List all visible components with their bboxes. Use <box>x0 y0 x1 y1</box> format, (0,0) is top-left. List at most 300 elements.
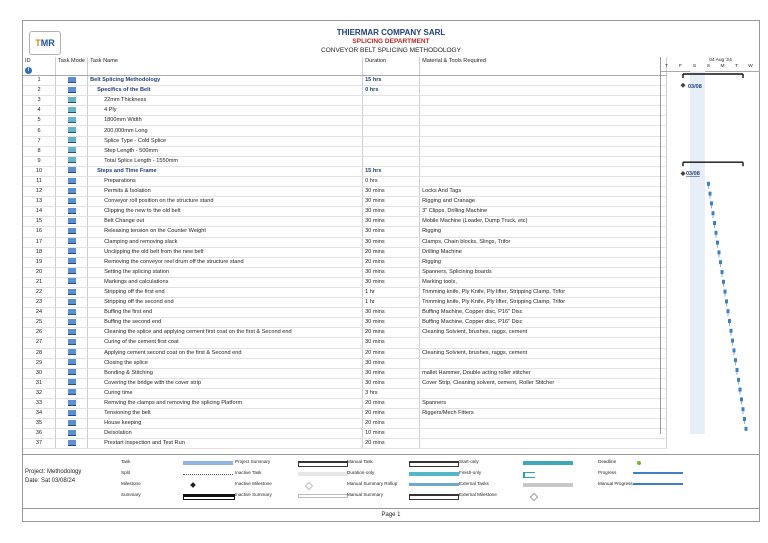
task-name: 200,000mm Long <box>88 126 363 136</box>
task-duration: 20 mins <box>363 348 420 358</box>
task-material <box>420 388 667 398</box>
task-id: 28 <box>23 348 56 358</box>
legend-label: Project Summary <box>235 459 271 464</box>
timescale-day: T <box>735 64 738 69</box>
task-name: Curing time <box>88 388 363 398</box>
table-row[interactable] <box>23 106 667 116</box>
task-bar <box>733 348 736 352</box>
task-mode-cell <box>56 166 88 176</box>
auto-scheduled-icon <box>68 137 76 143</box>
task-id: 20 <box>23 267 56 277</box>
gantt-print-page <box>22 20 760 522</box>
task-material: Buffing Machine, Copper disc, P16" Disc <box>420 318 667 328</box>
table-row[interactable] <box>23 318 667 328</box>
timescale-day: S <box>692 64 697 69</box>
table-row[interactable] <box>23 126 667 136</box>
task-id: 15 <box>23 217 56 227</box>
manual-scheduled-icon <box>68 248 76 254</box>
task-id: 18 <box>23 247 56 257</box>
manual-scheduled-icon <box>68 400 76 406</box>
task-material <box>420 136 667 146</box>
task-material: Riggers/Mech Fitters <box>420 409 667 419</box>
task-mode-cell <box>56 237 88 247</box>
task-duration: 1 hr <box>363 287 420 297</box>
task-bar <box>722 280 725 284</box>
manual-scheduled-icon <box>68 198 76 204</box>
manual-scheduled-icon <box>68 218 76 224</box>
auto-scheduled-icon <box>68 127 76 133</box>
task-mode-cell <box>56 176 88 186</box>
task-name: House keeping <box>88 419 363 429</box>
task-duration: 30 mins <box>363 227 420 237</box>
task-id: 11 <box>23 176 56 186</box>
task-material <box>420 76 667 86</box>
timescale-day: M <box>720 64 725 69</box>
task-mode-cell <box>56 76 88 86</box>
task-duration: 3 hrs <box>363 388 420 398</box>
task-duration: 30 mins <box>363 237 420 247</box>
task-id: 14 <box>23 207 56 217</box>
task-bar <box>725 299 728 303</box>
task-mode-cell <box>56 277 88 287</box>
task-duration: 20 mins <box>363 419 420 429</box>
task-bar <box>724 290 727 294</box>
col-material-header: Material & Tools Required <box>420 57 667 76</box>
company-name: THIERMAR COMPANY SARL <box>336 28 446 37</box>
task-name: Buffing the first end <box>88 308 363 318</box>
task-mode-cell <box>56 227 88 237</box>
legend-label: Task <box>121 459 131 464</box>
table-row[interactable] <box>23 378 667 388</box>
task-bar <box>715 231 718 235</box>
task-duration: 30 mins <box>363 308 420 318</box>
task-mode-cell <box>56 318 88 328</box>
task-duration: 30 mins <box>363 197 420 207</box>
task-material <box>420 96 667 106</box>
table-row[interactable] <box>23 96 667 106</box>
task-bar <box>742 407 745 411</box>
task-mode-cell <box>56 368 88 378</box>
task-bar <box>734 358 737 362</box>
legend-label: Manual Summary <box>347 492 383 497</box>
task-name: Specifics of the Belt <box>88 86 363 96</box>
task-duration <box>363 156 420 166</box>
legend-label: Inactive Milestone <box>235 481 272 486</box>
legend-swatch <box>409 461 459 467</box>
task-id: 26 <box>23 328 56 338</box>
legend-swatch <box>530 493 538 501</box>
task-mode-cell <box>56 338 88 348</box>
table-row[interactable] <box>23 217 667 227</box>
task-material: Spanners, Splicining boards <box>420 267 667 277</box>
legend-swatch <box>298 472 348 476</box>
legend-swatch <box>523 461 573 465</box>
legend-swatch <box>633 483 683 485</box>
task-mode-cell <box>56 439 88 449</box>
task-duration: 30 mins <box>363 267 420 277</box>
task-mode-cell <box>56 348 88 358</box>
table-row[interactable] <box>23 439 667 449</box>
task-duration: 15 hrs <box>363 166 420 176</box>
task-name: Clipping the new to the old belt <box>88 207 363 217</box>
task-material: Cover Strip, Cleaning solvent, cement, Roller Stitcher <box>420 378 667 388</box>
gantt-chart <box>660 57 760 434</box>
col-mode-header: Task Mode <box>56 57 88 76</box>
task-duration: 30 mins <box>363 217 420 227</box>
task-id: 16 <box>23 227 56 237</box>
task-mode-cell <box>56 126 88 136</box>
task-duration <box>363 126 420 136</box>
table-row[interactable] <box>23 176 667 186</box>
task-duration: 30 mins <box>363 187 420 197</box>
auto-scheduled-icon <box>68 107 76 113</box>
task-name: Deisolation <box>88 429 363 439</box>
task-mode-cell <box>56 429 88 439</box>
task-duration <box>363 146 420 156</box>
legend-label: Inactive Summary <box>235 492 272 497</box>
task-name: Total Splice Length - 1550mm <box>88 156 363 166</box>
task-bar <box>710 201 713 205</box>
project-date: Date: Sat 03/08/24 <box>25 478 76 484</box>
task-id: 25 <box>23 318 56 328</box>
legend-swatch <box>409 472 459 476</box>
project-name: Project: Methodology <box>25 469 82 475</box>
manual-scheduled-icon <box>68 440 76 446</box>
table-row[interactable] <box>23 328 667 338</box>
task-id: 27 <box>23 338 56 348</box>
table-row[interactable] <box>23 277 667 287</box>
task-id: 12 <box>23 187 56 197</box>
task-mode-cell <box>56 156 88 166</box>
manual-scheduled-icon <box>68 430 76 436</box>
table-row[interactable] <box>23 146 667 156</box>
task-material <box>420 156 667 166</box>
table-row[interactable] <box>23 399 667 409</box>
task-mode-cell <box>56 328 88 338</box>
legend-label: Summary <box>121 492 141 497</box>
task-id: 37 <box>23 439 56 449</box>
table-row[interactable] <box>23 166 667 176</box>
task-material <box>420 146 667 156</box>
task-material: Cleaning Solvient, brushes, raggs, cement <box>420 328 667 338</box>
auto-scheduled-icon <box>68 147 76 153</box>
legend-label: Manual Summary Rollup <box>347 481 398 486</box>
task-mode-cell <box>56 399 88 409</box>
task-material: Rigging <box>420 227 667 237</box>
task-bar <box>727 309 730 313</box>
task-material: Trimming knife, Ply Knife, Ply lifter, Stripping Clamp, Trifor <box>420 287 667 297</box>
task-mode-cell <box>56 96 88 106</box>
task-duration: 20 mins <box>363 409 420 419</box>
task-id: 3 <box>23 96 56 106</box>
legend-swatch <box>633 472 683 474</box>
milestone-date-label-2: 03/08 <box>686 171 700 177</box>
table-row[interactable] <box>23 419 667 429</box>
legend-label: External Milestone <box>459 492 497 497</box>
legend-label: Inactive Task <box>235 470 262 475</box>
task-material <box>420 429 667 439</box>
task-name: Clamping and removing slack <box>88 237 363 247</box>
timescale-day: W <box>748 64 753 69</box>
task-material: 3" Clipps, Drilling Machine <box>420 207 667 217</box>
department-name: SPLICING DEPARTMENT <box>352 38 430 45</box>
task-id: 21 <box>23 277 56 287</box>
task-id: 29 <box>23 358 56 368</box>
company-logo: T MR <box>29 31 61 55</box>
table-row[interactable] <box>23 227 667 237</box>
task-id: 19 <box>23 257 56 267</box>
legend-swatch <box>409 494 459 500</box>
table-row[interactable] <box>23 409 667 419</box>
task-bar <box>737 378 740 382</box>
task-bar <box>707 182 710 186</box>
manual-scheduled-icon <box>68 87 76 93</box>
manual-scheduled-icon <box>68 319 76 325</box>
task-duration: 20 mins <box>363 399 420 409</box>
manual-scheduled-icon <box>68 369 76 375</box>
table-row[interactable] <box>23 86 667 96</box>
task-id: 4 <box>23 106 56 116</box>
task-name: Markings and calculations <box>88 277 363 287</box>
milestone-date-label: 03/08 <box>688 83 702 90</box>
task-name: Stripping off the second end <box>88 298 363 308</box>
task-name: Prestart inspection and Test Run <box>88 439 363 449</box>
table-row[interactable] <box>23 298 667 308</box>
task-id: 36 <box>23 429 56 439</box>
auto-scheduled-icon <box>68 157 76 163</box>
legend-swatch <box>305 482 313 490</box>
task-name: Steps and Time Frame <box>88 166 363 176</box>
table-row[interactable] <box>23 358 667 368</box>
task-material: Rigging <box>420 257 667 267</box>
task-id: 8 <box>23 146 56 156</box>
task-mode-cell <box>56 409 88 419</box>
manual-scheduled-icon <box>68 379 76 385</box>
manual-scheduled-icon <box>68 359 76 365</box>
task-duration: 30 mins <box>363 378 420 388</box>
table-row[interactable] <box>23 308 667 318</box>
task-bar <box>721 270 724 274</box>
task-id: 24 <box>23 308 56 318</box>
manual-scheduled-icon <box>68 77 76 83</box>
manual-scheduled-icon <box>68 228 76 234</box>
task-bar <box>712 211 715 215</box>
table-row[interactable] <box>23 338 667 348</box>
legend-swatch <box>409 483 459 486</box>
legend-swatch <box>183 461 233 465</box>
task-duration: 30 mins <box>363 358 420 368</box>
table-row[interactable] <box>23 247 667 257</box>
project-title: CONVEYOR BELT SPLICING METHODOLOGY <box>321 47 461 54</box>
table-row[interactable] <box>23 116 667 126</box>
task-material: Mobile Machine (Loader, Dump Truck, etc) <box>420 217 667 227</box>
task-bar <box>713 221 716 225</box>
legend-label: Deadline <box>598 459 617 464</box>
manual-scheduled-icon <box>68 299 76 305</box>
task-bar <box>718 250 721 254</box>
task-material: Trimming knife, Ply Knife, Ply lifter, Stripping Clamp, Trifor <box>420 298 667 308</box>
task-id: 30 <box>23 368 56 378</box>
task-bar <box>743 417 746 421</box>
table-row[interactable] <box>23 257 667 267</box>
timescale-header <box>661 57 760 72</box>
task-material: Buffing Machine, Copper disc, P16" Disc <box>420 308 667 318</box>
table-row[interactable] <box>23 136 667 146</box>
manual-scheduled-icon <box>68 238 76 244</box>
task-mode-cell <box>56 388 88 398</box>
table-row[interactable] <box>23 187 667 197</box>
manual-scheduled-icon <box>68 349 76 355</box>
task-material <box>420 338 667 348</box>
week-label: 04 Aug '24 <box>709 58 732 63</box>
task-id: 5 <box>23 116 56 126</box>
auto-scheduled-icon <box>68 117 76 123</box>
table-row[interactable] <box>23 267 667 277</box>
task-id: 22 <box>23 287 56 297</box>
task-mode-cell <box>56 146 88 156</box>
task-material <box>420 116 667 126</box>
report-header <box>23 28 759 55</box>
task-name: Covering the bridge with the cover strip <box>88 378 363 388</box>
task-mode-cell <box>56 217 88 227</box>
task-id: 31 <box>23 378 56 388</box>
task-duration: 20 mins <box>363 257 420 267</box>
task-name: Removing the conveyor reel drum off the structure stand <box>88 257 363 267</box>
task-name: Remving the clamps and removing the splicing Platform <box>88 399 363 409</box>
project-info <box>25 468 81 486</box>
task-duration: 0 hrs <box>363 86 420 96</box>
table-row[interactable] <box>23 429 667 439</box>
task-duration <box>363 106 420 116</box>
task-id: 1 <box>23 76 56 86</box>
task-name: Setting the splicing station <box>88 267 363 277</box>
task-id: 9 <box>23 156 56 166</box>
task-duration: 10 mins <box>363 429 420 439</box>
legend-label: Milestone <box>121 481 141 486</box>
manual-scheduled-icon <box>68 278 76 284</box>
task-duration: 1 hr <box>363 298 420 308</box>
task-material <box>420 419 667 429</box>
legend-swatch <box>523 483 573 487</box>
manual-scheduled-icon <box>68 309 76 315</box>
table-row[interactable] <box>23 197 667 207</box>
table-row[interactable] <box>23 348 667 358</box>
table-row[interactable] <box>23 237 667 247</box>
table-row[interactable] <box>23 156 667 166</box>
task-name: Permits & Isolation <box>88 187 363 197</box>
auto-scheduled-icon <box>68 97 76 103</box>
legend-label: Split <box>121 470 130 475</box>
legend-label: Finish-only <box>459 470 482 475</box>
task-mode-cell <box>56 298 88 308</box>
task-material <box>420 126 667 136</box>
task-bar <box>709 192 712 196</box>
task-id: 7 <box>23 136 56 146</box>
table-row[interactable] <box>23 287 667 297</box>
task-name: Stripping off the first end <box>88 287 363 297</box>
task-duration: 30 mins <box>363 207 420 217</box>
table-header-row <box>23 57 667 76</box>
task-material: Clamps, Chain blocks, Slings, Trifor <box>420 237 667 247</box>
legend-label: Duration-only <box>347 470 375 475</box>
task-mode-cell <box>56 207 88 217</box>
legend-swatch <box>190 482 196 488</box>
task-bar <box>736 368 739 372</box>
task-duration: 30 mins <box>363 338 420 348</box>
task-mode-cell <box>56 308 88 318</box>
task-duration: 30 mins <box>363 318 420 328</box>
task-name: Conveyor roll position on the structure stand <box>88 197 363 207</box>
task-mode-cell <box>56 187 88 197</box>
task-id: 13 <box>23 197 56 207</box>
table-row[interactable] <box>23 388 667 398</box>
legend-swatch <box>183 474 233 475</box>
task-mode-cell <box>56 86 88 96</box>
task-mode-cell <box>56 247 88 257</box>
legend-swatch <box>523 472 535 478</box>
task-bar <box>730 329 733 333</box>
task-bar <box>716 241 719 245</box>
task-duration: 20 mins <box>363 328 420 338</box>
task-mode-cell <box>56 257 88 267</box>
task-material: Marking tools, <box>420 277 667 287</box>
task-material <box>420 166 667 176</box>
table-row[interactable] <box>23 76 667 86</box>
task-bar <box>739 388 742 392</box>
timescale-day: T <box>665 64 668 69</box>
task-id: 2 <box>23 86 56 96</box>
task-id: 35 <box>23 419 56 429</box>
legend <box>23 454 759 507</box>
task-name: Bonding & Stitching <box>88 368 363 378</box>
task-duration: 0 hrs <box>363 176 420 186</box>
milestone-marker-2 <box>681 171 686 176</box>
task-bar <box>745 427 748 431</box>
col-duration-header: Duration <box>363 57 420 76</box>
task-duration: 30 mins <box>363 368 420 378</box>
task-mode-cell <box>56 287 88 297</box>
task-name: Step Length - 500mm <box>88 146 363 156</box>
task-duration: 30 mins <box>363 277 420 287</box>
task-id: 23 <box>23 298 56 308</box>
timescale-day: S <box>706 64 711 69</box>
manual-scheduled-icon <box>68 289 76 295</box>
col-name-header: Task Name <box>88 57 363 76</box>
task-material: Locks And Tags <box>420 187 667 197</box>
task-duration <box>363 96 420 106</box>
task-name: Splice Type - Cold Splice <box>88 136 363 146</box>
task-bar <box>728 319 731 323</box>
task-bar <box>740 397 743 401</box>
legend-label: Manual Progress <box>598 481 633 486</box>
task-bar <box>731 339 734 343</box>
legend-label: Start-only <box>459 459 479 464</box>
task-duration: 20 mins <box>363 439 420 449</box>
task-name: Belt Change out <box>88 217 363 227</box>
task-material <box>420 86 667 96</box>
table-row[interactable] <box>23 207 667 217</box>
milestone-marker <box>681 83 686 88</box>
task-name: Preparations <box>88 176 363 186</box>
task-mode-cell <box>56 419 88 429</box>
table-row[interactable] <box>23 368 667 378</box>
manual-scheduled-icon <box>68 389 76 395</box>
task-mode-cell <box>56 378 88 388</box>
task-id: 10 <box>23 166 56 176</box>
task-name: 22mm Thickness <box>88 96 363 106</box>
task-id: 32 <box>23 388 56 398</box>
manual-scheduled-icon <box>68 410 76 416</box>
